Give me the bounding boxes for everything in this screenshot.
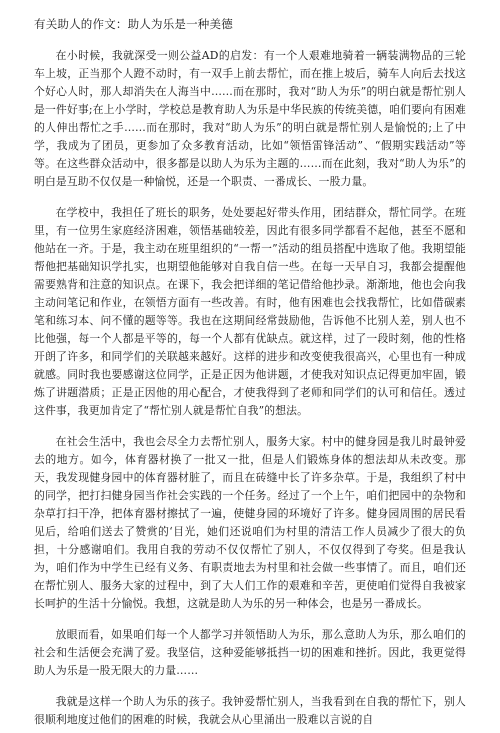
paragraph-5: 我就是这样一个助人为乐的孩子。我钟爱帮忙别人，当我看到在自我的帮忙下，别人很顺利地度过他们的困难的时候，我就会从心里涌出一股难以言说的自 <box>34 695 466 726</box>
paragraph-1: 在小时候，我就深受一则公益AD的启发：有一个人艰难地骑着一辆装满物品的三轮车上坡，正当那个人蹬不动时，有一双手上前去帮忙，而在推上坡后，骑车人向后去找这个好心人时，那人却消失在人海当中……而在那时，我对“助人为乐”的明白就是帮忙别人是一件好事;在上小学时，学校总是教育助人为乐是中华民族的传统美德，咱们要向有困难的人伸出帮忙之手……而在那时，我对“助人为乐”的明白就是帮忙别人是愉悦的;上了中学，我成为了团员，更参加了众多教育活动，比如“领悟雷锋活动”、“假期实践活动”等等。在这些群众活动中，很多都是以助人为乐为主题的……而在此刻，我对“助人为乐”的明白是互助不仅仅是一种愉悦，还是一个职责、一番成长、一股力量。 <box>34 49 466 188</box>
paragraph-3: 在社会生活中，我也会尽全力去帮忙别人，服务大家。村中的健身园是我儿时最钟爱去的地方。如今，体育器材换了一批又一批，但是人们锻炼身体的想法却从未改变。那天，我发现健身园中的体育器材脏了，而且在砖缝中长了许多杂草。于是，我组织了村中的同学，把打扫健身园当作社会实践的一个任务。经过了一个上午，咱们把园中的杂物和杂草打扫干净，把体育器材擦拭了一遍，使健身园的环境好了许多。健身园周围的居民看见后，给咱们送去了赞赏的‘目光，她们还说咱们为村里的清洁工作人员减少了很大的负担，十分感谢咱们。我用自我的劳动不仅仅帮忙了别人，不仅仅得到了夸奖。但是我认为，咱们作为中学生已经有义务、有职责地去为村里和社会做一些事情了。而且，咱们还在帮忙别人、服务大家的过程中，到了大人们工作的艰难和辛苦，更使咱们觉得自我被家长呵护的生活十分愉悦。我想，这就是助人为乐的另一种体会，也是另一番成长。 <box>34 435 466 610</box>
document-title: 有关助人的作文：助人为乐是一种美德 <box>34 17 233 31</box>
paragraph-2: 在学校中，我担任了班长的职务，处处要起好带头作用，团结群众，帮忙同学。在班里，有一位男生家庭经济困难，领悟基础较差，因此有很多同学都看不起他，甚至不愿和他站在一齐。于是，我主动在班里组织的“一帮一”活动的组员搭配中选取了他。我期望能帮他把基础知识学扎实，也期望他能够对自我自信一些。在每一天早自习，我都会提醒他需要熟背和注意的知识点。在课下，我会把详细的笔记借给他抄录。渐渐地，他也会向我主动问笔记和作业，在领悟方面有一些改善。有时，他有困难也会找我帮忙，比如借碳素笔和练习本、问不懂的题等等。我也在这期间经常鼓励他，告诉他不比别人差，别人也不比他强，每一个人都是平等的，每一个人都有优缺点。就这样，过了一段时刻，他的性格开朗了许多，和同学们的关联越来越好。这样的进步和改变使我很高兴，心里也有一种成就感。同时我也要感谢这位同学，正是正因为他讲题，才使我对知识点记得更加牢固，锻炼了讲题潜质；正是正因他的用心配合，才使我得到了老师和同学们的认可和信任。透过这件事，我更加肯定了“帮忙别人就是帮忙自我”的想法。 <box>34 206 466 417</box>
paragraph-4: 放眼而看，如果咱们每一个人都学习并领悟助人为乐，那么意助人为乐，那么咱们的社会和生活便会充满了爱。我坚信，这种爱能够抵挡一切的困难和挫折。因此，我更觉得助人为乐是一股无限大的力量…… <box>34 628 466 677</box>
